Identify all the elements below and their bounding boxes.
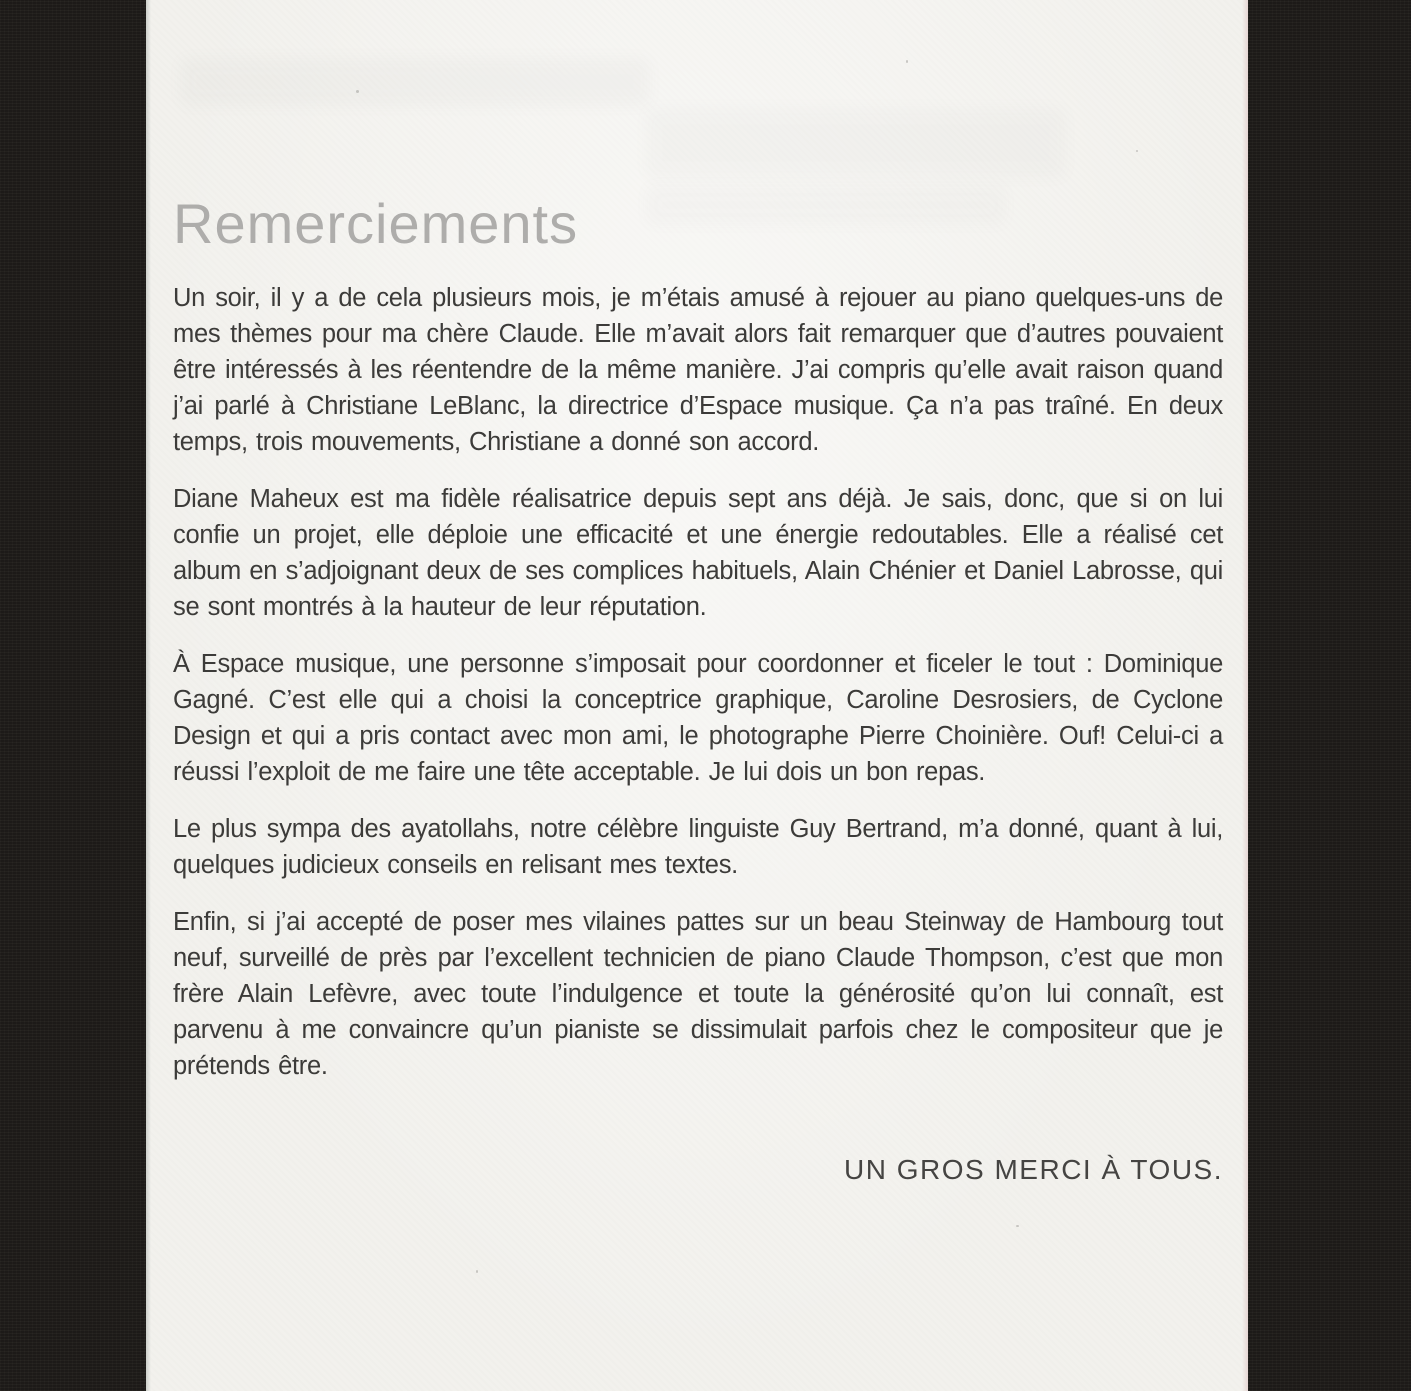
right-black-margin: [1248, 0, 1411, 1391]
paragraph-diane-maheux: Diane Maheux est ma fidèle réalisatrice depuis sept ans déjà. Je sais, donc, que si on lui confie un projet, elle déploie une efficacité et une énergie redoutables. Elle a réalisé cet album en s’adjoignant deux de ses complices habituels, Alain Chénier et Daniel Labrosse, qui se sont montrés à la hauteur de leur réputation.: [173, 485, 1223, 621]
closing-line: UN GROS MERCI À TOUS.: [844, 1154, 1223, 1185]
left-black-margin: [0, 0, 146, 1391]
paragraph-guy-bertrand: Le plus sympa des ayatollahs, notre célèbre linguiste Guy Bertrand, m’a donné, quant à lui, quelques judicieux conseils en relisant mes textes.: [173, 815, 1223, 879]
page-content: [173, 0, 1223, 1186]
paragraph-claude: Un soir, il y a de cela plusieurs mois, je m’étais amusé à rejouer au piano quelques-uns de mes thèmes pour ma chère Claude. Elle m’avait alors fait remarquer que d’autres pouvaient être intéressés à les réentendre de la même manière. J’ai compris qu’elle avait raison quand j’ai parlé à Christiane LeBlanc, la directrice d’Espace musique. Ça n’a pas traîné. En deux temps, trois mouvements, Christiane a donné son accord.: [173, 284, 1223, 456]
page-title: Remerciements: [173, 192, 579, 255]
acknowledgments-text: [173, 280, 1223, 1084]
paragraph-steinway: Enfin, si j’ai accepté de poser mes vilaines pattes sur un beau Steinway de Hambourg tout neuf, surveillé de près par l’excellent technicien de piano Claude Thompson, c’est que mon frère Alain Lefèvre, avec toute l’indulgence et toute la générosité qu’on lui connaît, est parvenu à me convaincre qu’un pianiste se dissimulait parfois chez le compositeur que je prétends être.: [173, 908, 1223, 1080]
scan-speck: [1016, 1225, 1019, 1227]
scan-speck: [476, 1270, 478, 1273]
booklet-page: [146, 0, 1248, 1391]
paragraph-espace-musique: À Espace musique, une personne s’imposait pour coordonner et ficeler le tout : Dominique Gagné. C’est elle qui a choisi la conceptrice graphique, Caroline Desrosiers, de Cyclone Design et qui a pris contact avec mon ami, le photographe Pierre Choinière. Ouf! Celui-ci a réussi l’exploit de me faire une tête acceptable. Je lui dois un bon repas.: [173, 650, 1223, 786]
paper-left-edge: [146, 0, 151, 1391]
